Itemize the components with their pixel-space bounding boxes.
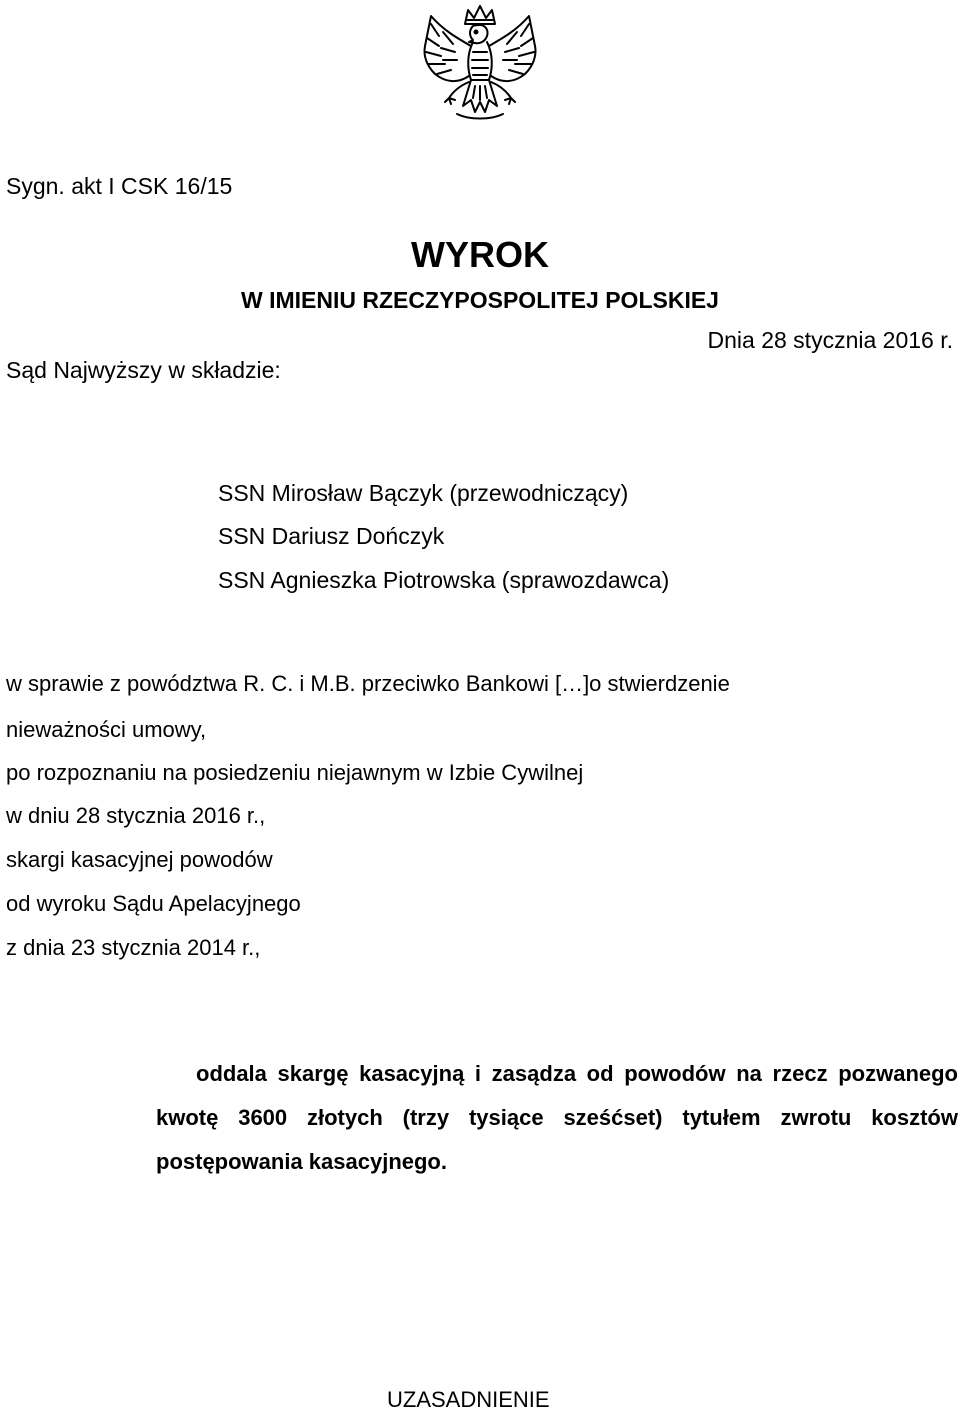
case-line: skargi kasacyjnej powodów	[6, 847, 273, 872]
case-line: nieważności umowy,	[6, 717, 207, 742]
case-number: Sygn. akt I CSK 16/15	[6, 173, 233, 199]
justification-heading: UZASADNIENIE	[387, 1387, 550, 1412]
ruling-text: oddala skargę kasacyjną i zasądza od powodów na rzecz pozwanego kwotę 3600 złotych (trzy tysiące sześćset) tytułem zwrotu kosztów postępowania kasacyjnego.	[156, 1061, 958, 1174]
case-line: w sprawie z powództwa R. C. i M.B. przeciwko Bankowi […]o stwierdzenie	[6, 671, 730, 696]
case-line: od wyroku Sądu Apelacyjnego	[6, 891, 301, 916]
case-line: w dniu 28 stycznia 2016 r.,	[6, 803, 266, 828]
judge-rapporteur: SSN Agnieszka Piotrowska (sprawozdawca)	[218, 567, 670, 593]
judge-member: SSN Dariusz Dończyk	[218, 523, 445, 549]
document-subtitle: W IMIENIU RZECZYPOSPOLITEJ POLSKIEJ	[241, 287, 719, 313]
case-line: po rozpoznaniu na posiedzeniu niejawnym w Izbie Cywilnej	[6, 760, 584, 785]
case-line: z dnia 23 stycznia 2014 r.,	[6, 935, 261, 960]
polish-eagle-emblem-icon	[413, 2, 547, 130]
court-composition-label: Sąd Najwyższy w składzie:	[6, 357, 281, 383]
document-title: WYROK	[411, 234, 549, 275]
judgment-date: Dnia 28 stycznia 2016 r.	[707, 327, 953, 353]
judge-presiding: SSN Mirosław Bączyk (przewodniczący)	[218, 480, 629, 506]
